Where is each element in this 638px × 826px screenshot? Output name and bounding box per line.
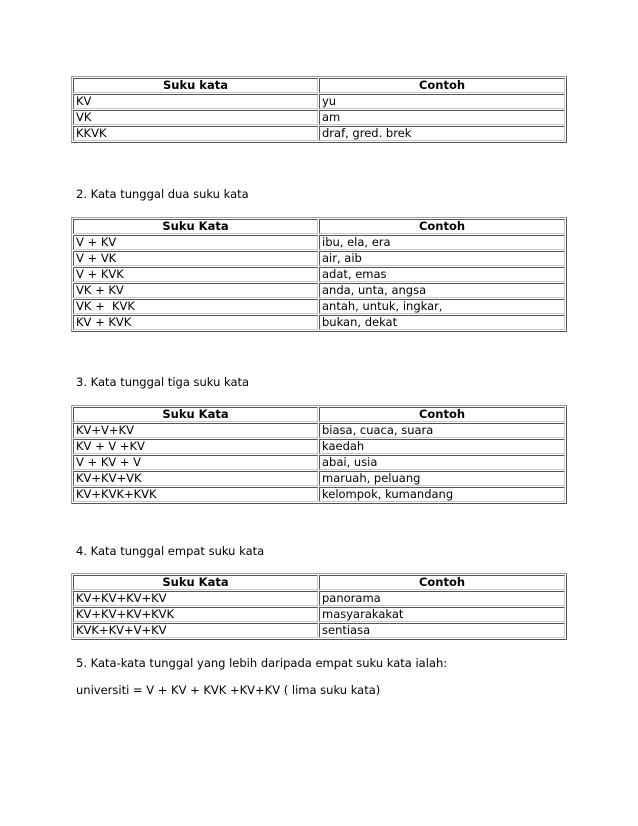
pattern-cell: KV+KVK+KVK xyxy=(73,487,318,502)
table-row xyxy=(73,439,565,454)
table-row xyxy=(73,423,565,438)
example-cell: bukan, dekat xyxy=(319,315,565,330)
pattern-cell: V + VK xyxy=(73,251,318,266)
section-5-heading: 5. Kata-kata tunggal yang lebih daripada empat suku kata ialah: xyxy=(76,656,448,670)
section-5-example: universiti = V + KV + KVK +KV+KV ( lima suku kata) xyxy=(76,683,381,697)
pattern-cell: KV+KV+VK xyxy=(73,471,318,486)
column-header-contoh: Contoh xyxy=(319,78,565,93)
example-cell: biasa, cuaca, suara xyxy=(319,423,565,438)
table-header-row xyxy=(73,575,565,590)
pattern-cell: V + KV + V xyxy=(73,455,318,470)
pattern-cell: KV + KVK xyxy=(73,315,318,330)
pattern-cell: KV+KV+KV+KVK xyxy=(73,607,318,622)
table-header-row xyxy=(73,78,565,93)
column-header-suku-kata: Suku Kata xyxy=(73,407,318,422)
column-header-contoh: Contoh xyxy=(319,407,565,422)
example-cell: abai, usia xyxy=(319,455,565,470)
pattern-cell: KV+KV+KV+KV xyxy=(73,591,318,606)
section-4-heading: 4. Kata tunggal empat suku kata xyxy=(76,544,265,558)
table-row xyxy=(73,267,565,282)
table-row xyxy=(73,471,565,486)
table-row xyxy=(73,487,565,502)
example-cell: anda, unta, angsa xyxy=(319,283,565,298)
pattern-cell: KVK+KV+V+KV xyxy=(73,623,318,638)
syllable-table-4 xyxy=(71,573,567,640)
example-cell: am xyxy=(319,110,565,125)
example-cell: masyarakakat xyxy=(319,607,565,622)
table-header-row xyxy=(73,407,565,422)
pattern-cell: VK xyxy=(73,110,318,125)
table-row xyxy=(73,455,565,470)
table-row xyxy=(73,251,565,266)
example-cell: maruah, peluang xyxy=(319,471,565,486)
table-row xyxy=(73,299,565,314)
syllable-table-3 xyxy=(71,405,567,504)
table-row xyxy=(73,623,565,638)
table-row xyxy=(73,126,565,141)
pattern-cell: VK + KV xyxy=(73,283,318,298)
pattern-cell: KV xyxy=(73,94,318,109)
syllable-table-2 xyxy=(71,217,567,332)
table-row xyxy=(73,94,565,109)
table-row xyxy=(73,110,565,125)
section-2-heading: 2. Kata tunggal dua suku kata xyxy=(76,187,249,201)
example-cell: ibu, ela, era xyxy=(319,235,565,250)
column-header-suku-kata: Suku Kata xyxy=(73,219,318,234)
table-row xyxy=(73,315,565,330)
table-row xyxy=(73,591,565,606)
example-cell: kaedah xyxy=(319,439,565,454)
pattern-cell: V + KV xyxy=(73,235,318,250)
example-cell: yu xyxy=(319,94,565,109)
syllable-table-1 xyxy=(71,76,567,143)
example-cell: sentiasa xyxy=(319,623,565,638)
table-header-row xyxy=(73,219,565,234)
example-cell: adat, emas xyxy=(319,267,565,282)
example-cell: air, aib xyxy=(319,251,565,266)
table-row xyxy=(73,235,565,250)
pattern-cell: VK + KVK xyxy=(73,299,318,314)
table-row xyxy=(73,283,565,298)
column-header-suku-kata: Suku Kata xyxy=(73,575,318,590)
pattern-cell: V + KVK xyxy=(73,267,318,282)
pattern-cell: KKVK xyxy=(73,126,318,141)
example-cell: kelompok, kumandang xyxy=(319,487,565,502)
table-row xyxy=(73,607,565,622)
column-header-contoh: Contoh xyxy=(319,219,565,234)
section-3-heading: 3. Kata tunggal tiga suku kata xyxy=(76,375,250,389)
example-cell: panorama xyxy=(319,591,565,606)
example-cell: draf, gred. brek xyxy=(319,126,565,141)
pattern-cell: KV+V+KV xyxy=(73,423,318,438)
column-header-contoh: Contoh xyxy=(319,575,565,590)
column-header-suku-kata: Suku kata xyxy=(73,78,318,93)
pattern-cell: KV + V +KV xyxy=(73,439,318,454)
example-cell: antah, untuk, ingkar, xyxy=(319,299,565,314)
